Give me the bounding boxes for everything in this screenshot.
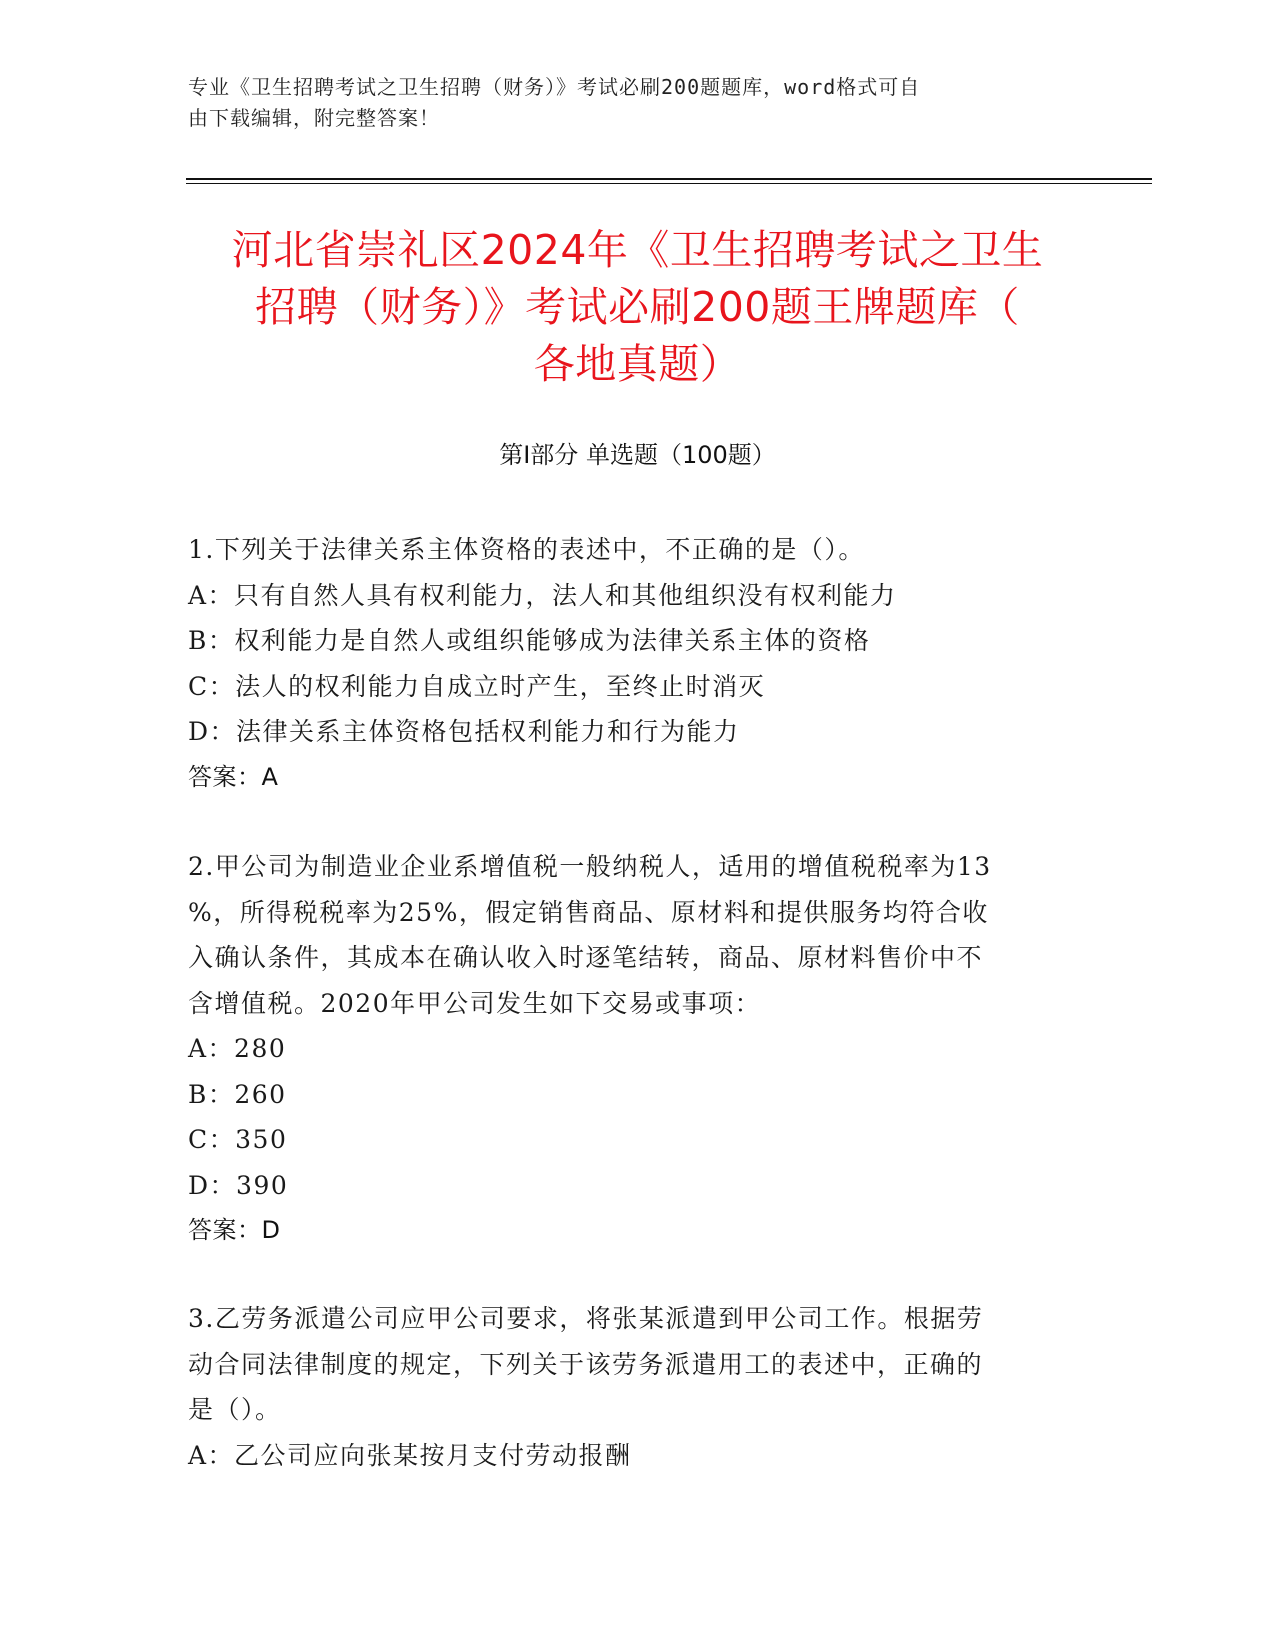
question-stem-line: 动合同法律制度的规定，下列关于该劳务派遣用工的表述中，正确的 [188,1349,984,1379]
option-d: D：法律关系主体资格包括权利能力和行为能力 [188,717,740,746]
answer-label: 答案：A [188,762,279,791]
section-heading: 第I部分 单选题（100题） [499,441,776,469]
question-stem-line: 入确认条件，其成本在确认收入时逐笔结转，商品、原材料售价中不 [188,943,984,972]
header-divider-thin [186,183,1152,184]
title-line: 招聘（财务）》考试必刷200题王牌题库（ [255,283,1020,331]
question-stem-line: 2.甲公司为制造业企业系增值税一般纳税人，适用的增值税税率为13 [188,852,992,881]
question-stem-line: 是（）。 [188,1395,282,1424]
question-stem: 1.下列关于法律关系主体资格的表述中，不正确的是（）。 [188,535,865,564]
option-a: A：280 [188,1034,287,1063]
question-block [188,527,1068,800]
question-stem-line: 3.乙劳务派遣公司应甲公司要求，将张某派遣到甲公司工作。根据劳 [188,1304,984,1333]
question-block [188,844,1068,1254]
option-d: D：390 [188,1170,289,1200]
header-divider-thick [186,178,1152,180]
question-stem-line: 含增值税。2020年甲公司发生如下交易或事项： [188,988,762,1018]
intro-line: 专业《卫生招聘考试之卫生招聘（财务）》考试必刷200题题库，word格式可自 [188,75,921,99]
option-c: C：350 [188,1125,288,1154]
option-b: B：权利能力是自然人或组织能够成为法律关系主体的资格 [188,626,871,655]
option-b: B：260 [188,1079,287,1109]
option-a: A：乙公司应向张某按月支付劳动报酬 [188,1440,632,1470]
intro-text [188,72,1068,134]
title-line: 河北省崇礼区2024年《卫生招聘考试之卫生 [231,226,1044,274]
answer-label: 答案：D [188,1216,281,1244]
option-c: C：法人的权利能力自成立时产生，至终止时消灭 [188,671,766,701]
title-line: 各地真题） [533,340,742,388]
document-title [170,222,1105,393]
intro-line: 由下载编辑，附完整答案！ [188,106,440,130]
question-block [188,1296,1068,1478]
question-stem-line: %，所得税税率为25%，假定销售商品、原材料和提供服务均符合收 [188,897,989,927]
option-a: A：只有自然人具有权利能力，法人和其他组织没有权利能力 [188,580,897,610]
